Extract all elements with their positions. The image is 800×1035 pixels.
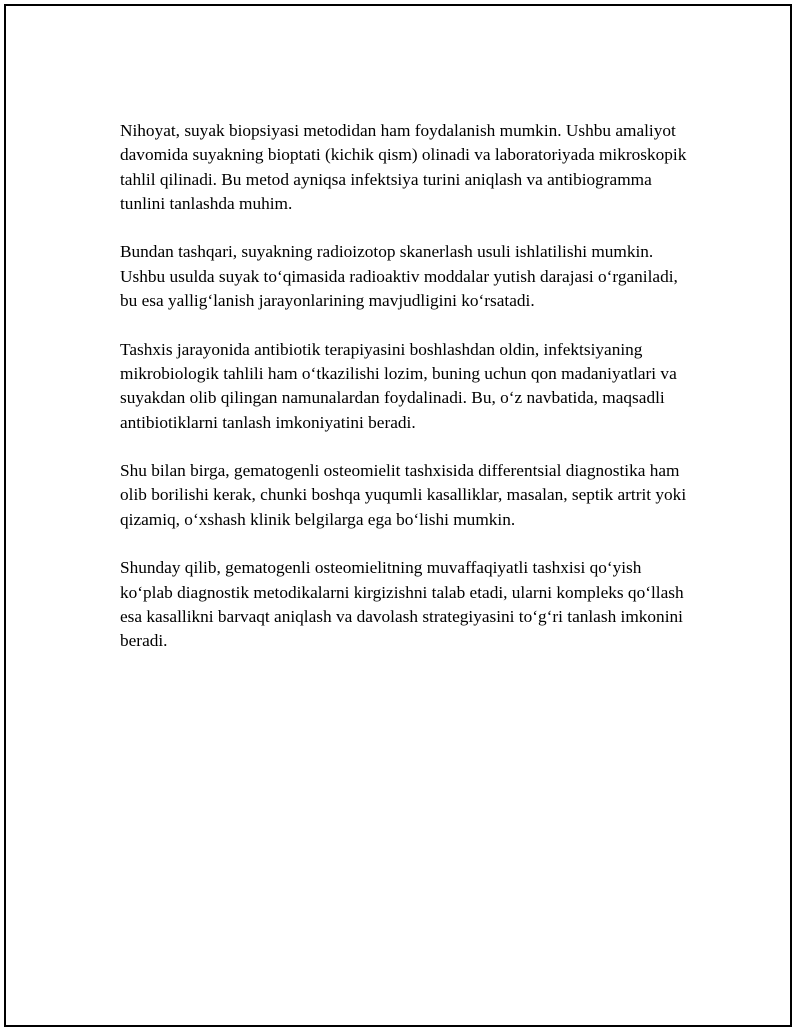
document-body xyxy=(120,119,690,678)
paragraph-conclusion: Shunday qilib, gematogenli osteomielitning muvaffaqiyatli tashxisi qo‘yish ko‘plab diagnostik metodikalarni kirgizishni talab etadi, ularni kompleks qo‘llash esa kasallikni barvaqt aniqlash va davolash strategiyasini to‘g‘ri tanlash imkonini beradi. xyxy=(120,558,684,651)
paragraph-radioisotope-scan: Bundan tashqari, suyakning radioizotop skanerlash usuli ishlatilishi mumkin. Ushbu usulda suyak to‘qimasida radioaktiv moddalar yutish darajasi o‘rganiladi, bu esa yallig‘lanish jarayonlarining mavjudligini ko‘rsatadi. xyxy=(120,242,678,311)
document-page xyxy=(4,4,792,1027)
paragraph-microbiology: Tashxis jarayonida antibiotik terapiyasini boshlashdan oldin, infektsiyaning mikrobiologik tahlili ham o‘tkazilishi lozim, buning uchun qon madaniyatlari va suyakdan olib qilingan namunalardan foydalinadi. Bu, o‘z navbatida, maqsadli antibiotiklarni tanlash imkoniyatini beradi. xyxy=(120,339,677,432)
paragraph-biopsy: Nihoyat, suyak biopsiyasi metodidan ham foydalanish mumkin. Ushbu amaliyot davomida suyakning bioptati (kichik qism) olinadi va laboratoriyada mikroskopik tahlil qilinadi. Bu metod ayniqsa infektsiya turini aniqlash va antibiogramma tunlini tanlashda muhim. xyxy=(120,121,687,213)
paragraph-differential-diagnosis: Shu bilan birga, gematogenli osteomielit tashxisida differentsial diagnostika ham olib borilishi kerak, chunki boshqa yuqumli kasalliklar, masalan, septik artrit yoki qizamiq, o‘xshash klinik belgilarga ega bo‘lishi mumkin. xyxy=(120,461,687,529)
